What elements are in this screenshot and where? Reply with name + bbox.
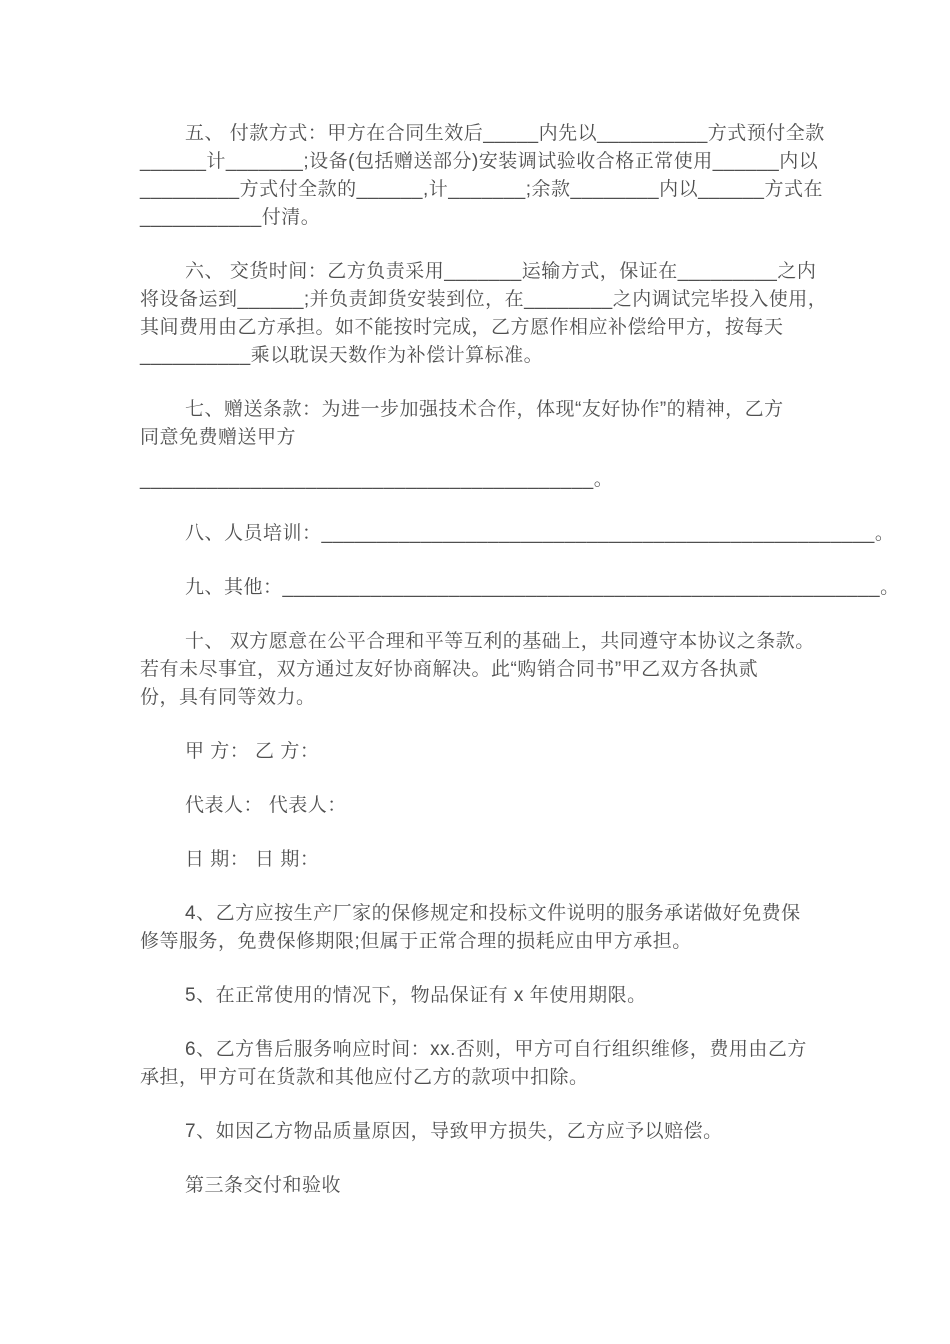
text-line: ___________付清。 (140, 207, 321, 228)
text-line: 6、乙方售后服务响应时间：xx.否则，甲方可自行组织维修，费用由乙方 (185, 1039, 807, 1060)
text-line: 七、赠送条款：为进一步加强技术合作，体现“友好协作”的精神，乙方 (185, 399, 784, 420)
paragraph-item-5-usage-period (140, 982, 820, 1010)
text-line: 份，具有同等效力。 (140, 687, 316, 708)
text-line: __________乘以耽误天数作为补偿计算标准。 (140, 345, 544, 366)
signature-representative-row (140, 792, 820, 820)
text-line: 若有未尽事宜，双方通过友好协商解决。此“购销合同书”甲乙双方各执贰 (140, 659, 759, 680)
paragraph-clause-8-personnel-training (140, 520, 895, 548)
party-labels: 甲 方： 乙 方： (185, 741, 320, 762)
paragraph-item-6-after-sales-response (140, 1036, 820, 1092)
text-line: 八、人员培训：__________________________________________________。 (185, 523, 895, 544)
article-3-heading (140, 1172, 820, 1200)
representative-labels: 代表人： 代表人： (185, 795, 347, 816)
text-line: 将设备运到______;并负责卸货安装到位，在________之内调试完毕投入使用， (140, 289, 828, 310)
text-line: 修等服务，免费保修期限;但属于正常合理的损耗应由甲方承担。 (140, 931, 692, 952)
paragraph-clause-5-payment-terms (140, 120, 825, 232)
text-line: ______计_______;设备(包括赠送部分)安装调试验收合格正常使用______内以 (140, 151, 819, 172)
paragraph-clause-10-mutual-agreement (140, 628, 820, 712)
paragraph-clause-7-gift-terms (140, 396, 820, 494)
text-line: 十、 双方愿意在公平合理和平等互利的基础上，共同遵守本协议之条款。 (185, 631, 815, 652)
text-line: 7、如因乙方物品质量原因，导致甲方损失，乙方应予以赔偿。 (185, 1121, 723, 1142)
signature-date-row (140, 846, 820, 874)
paragraph-item-7-compensation (140, 1118, 820, 1146)
date-labels: 日 期： 日 期： (185, 849, 320, 870)
text-line: 六、 交货时间：乙方负责采用_______运输方式，保证在_________之内 (185, 261, 817, 282)
signature-party-row (140, 738, 820, 766)
heading-line: 第三条交付和验收 (185, 1175, 342, 1196)
text-line: 5、在正常使用的情况下，物品保证有 x 年使用期限。 (185, 985, 647, 1006)
document-body (140, 120, 900, 1200)
fill-in-blank-line: _________________________________________。 (140, 469, 614, 490)
text-line: _________方式付全款的______,计_______;余款________内以______方式在 (140, 179, 823, 200)
paragraph-item-4-warranty (140, 900, 820, 956)
text-line: 承担，甲方可在货款和其他应付乙方的款项中扣除。 (140, 1067, 589, 1088)
text-line: 同意免费赠送甲方 (140, 427, 297, 448)
text-line: 其间费用由乙方承担。如不能按时完成，乙方愿作相应补偿给甲方，按每天 (140, 317, 784, 338)
text-line: 九、其他：______________________________________________________。 (185, 577, 900, 598)
text-line: 4、乙方应按生产厂家的保修规定和投标文件说明的服务承诺做好免费保 (185, 903, 801, 924)
paragraph-clause-9-others (140, 574, 900, 602)
text-line: 五、 付款方式：甲方在合同生效后_____内先以__________方式预付全款 (185, 123, 825, 144)
paragraph-clause-6-delivery-time (140, 258, 828, 370)
